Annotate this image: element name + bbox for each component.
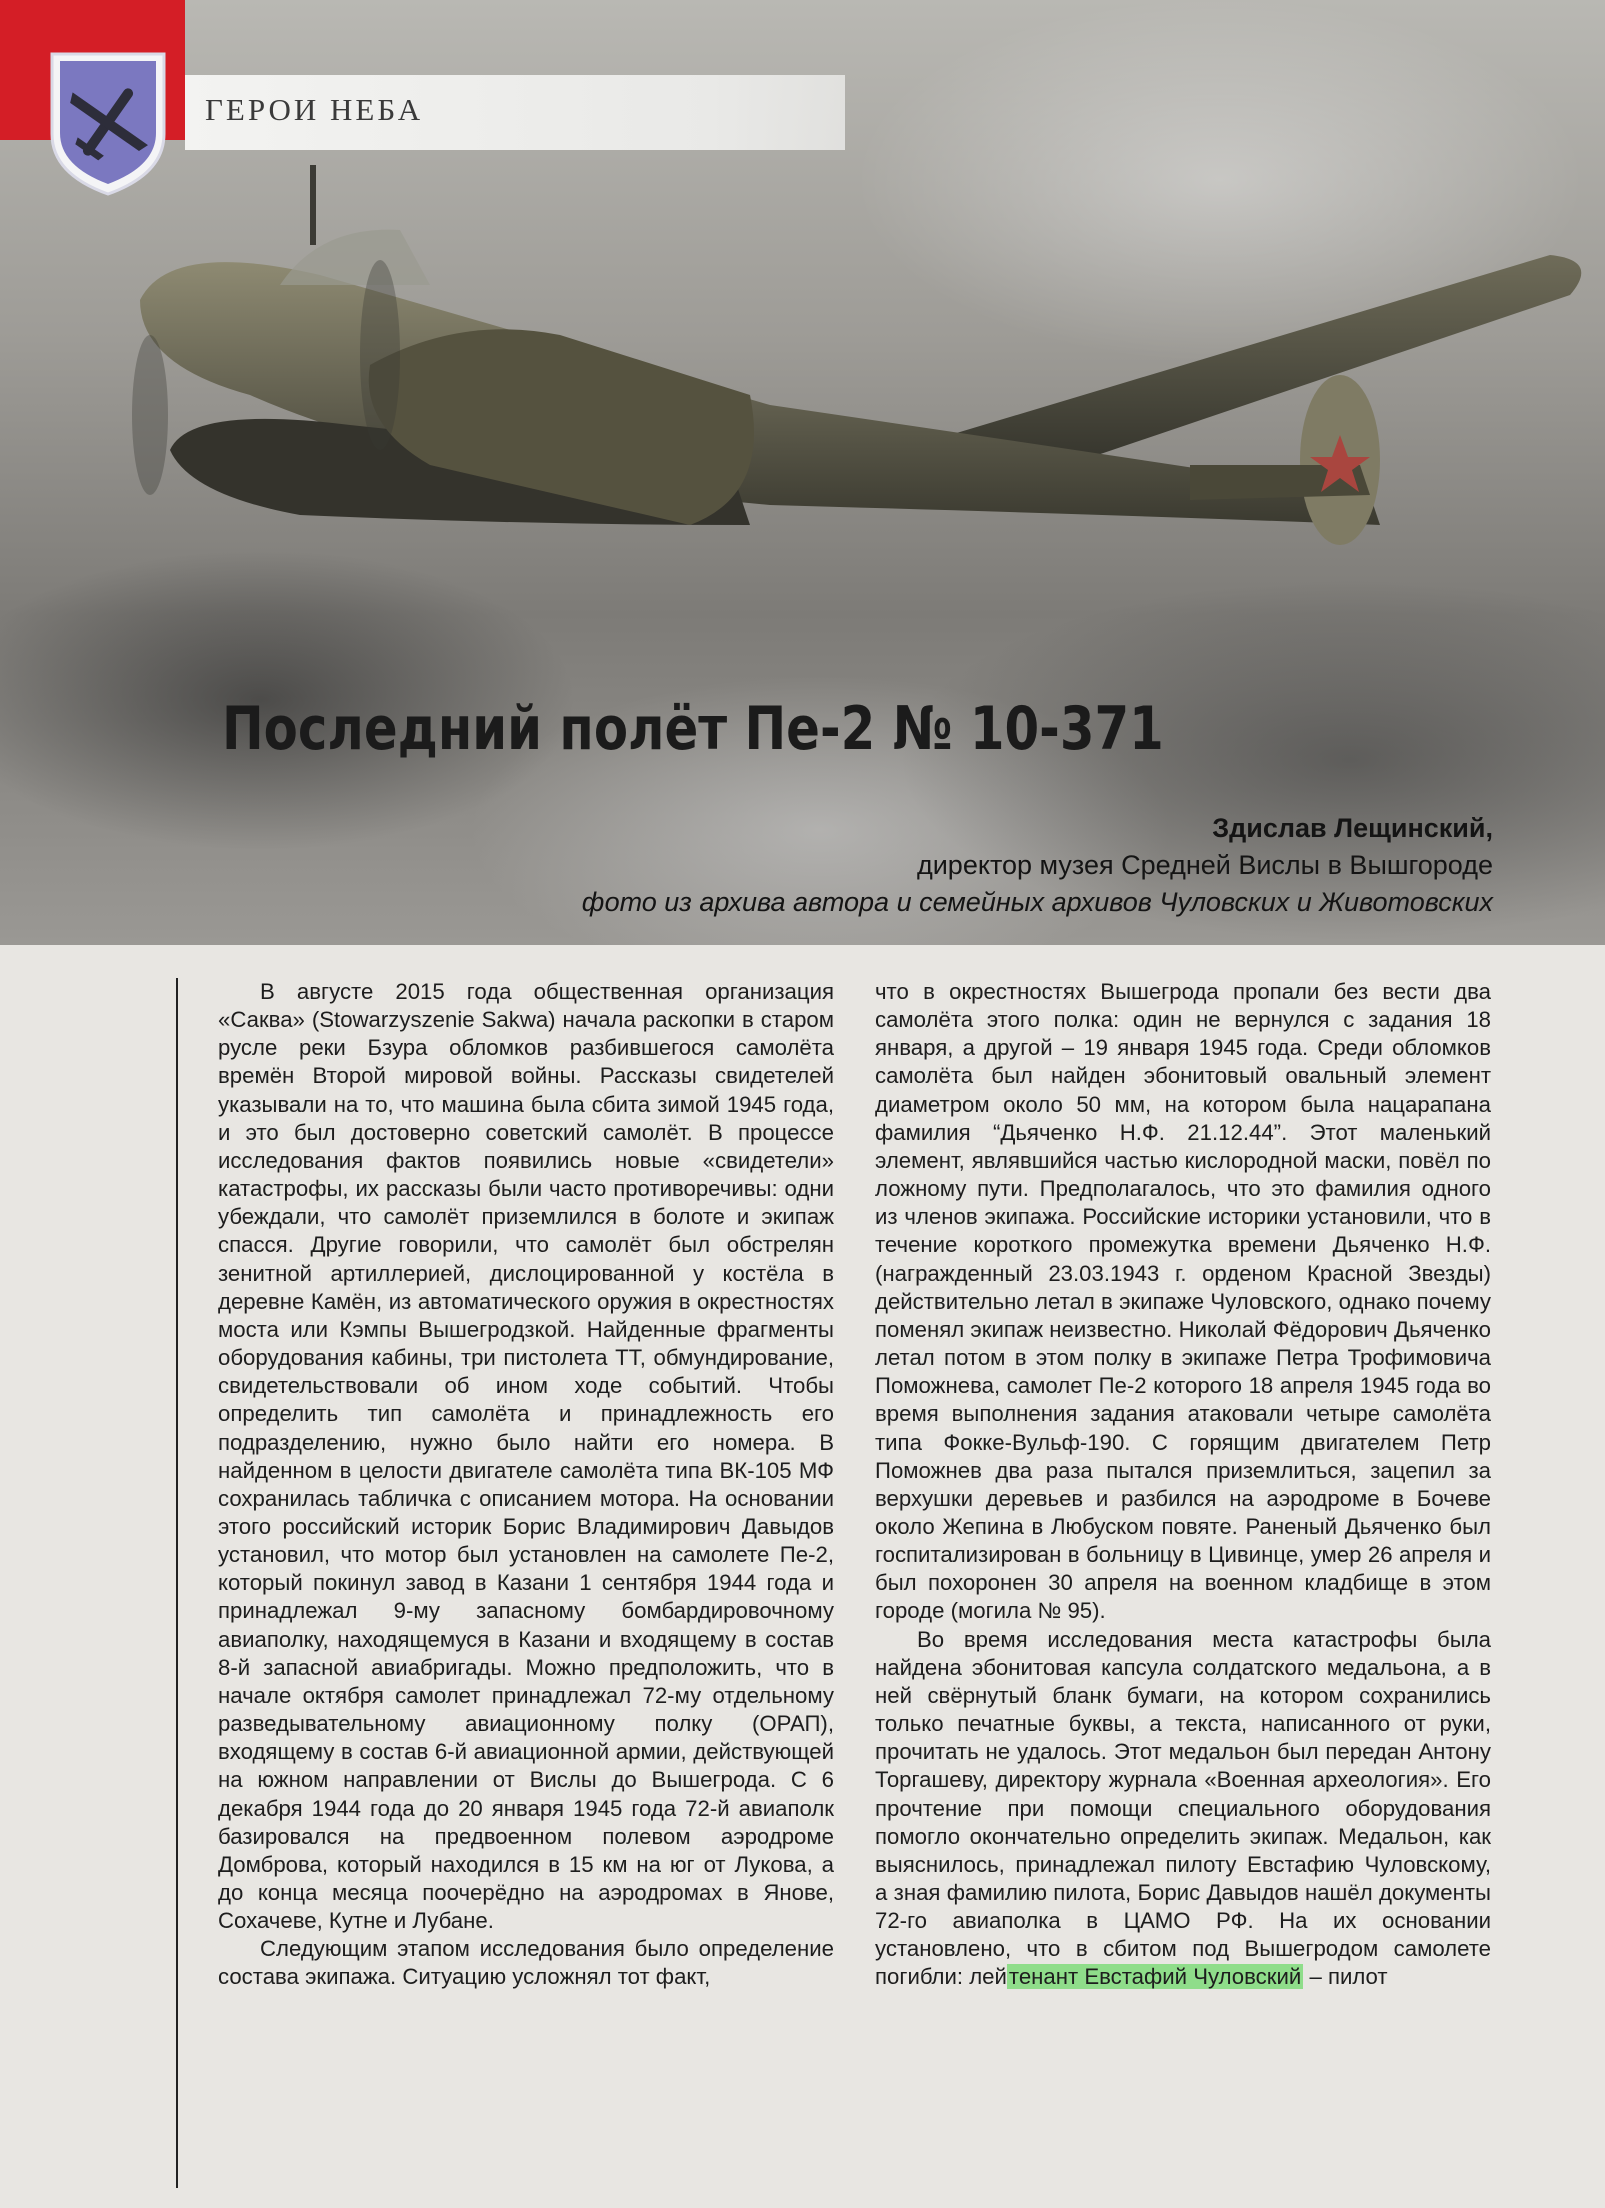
article-title: Последний полёт Пе-2 № 10-371 [222,694,1164,764]
paragraph: В августе 2015 года общественная организация «Саква» (Stowarzyszenie Sakwa) начала раскопки в старом русле реки Бзура обломков разбившегося самолёта времён Второй мировой войны. Рассказы свидетелей указывали на то, что машина была сбита зимой 1945 года, и это был достоверно советский самолёт. В процессе исследования фактов появились новые «свидетели» катастрофы, их рассказы были часто противоречивы: одни убеждали, что самолёт приземлился в болоте и экипаж спасся. Другие говорили, что самолёт был обстрелян зенитной артиллерией, дислоцированной у костёла в деревне Камён, из автоматического оружия в окрестностях моста или Кэмпы Вышегродзкой. Найденные фрагменты оборудования кабины, три пистолета ТТ, обмундирование, свидетельствовали об ином ходе событий. Чтобы определить тип самолёта и принадлежность его подразделению, нужно было найти его номера. В найденном в целости двигателе самолёта типа ВК-105 МФ сохранилась табличка с описанием мотора. На основании этого российский историк Борис Владимирович Давыдов установил, что мотор был установлен на самолете Пе-2, который покинул завод в Казани 1 сентября 1944 года и принадлежал 9-му запасному бомбардировочному авиаполку, находящемуся в Казани и входящему в состав 8-й запасной авиабригады. Можно предположить, что в начале октября самолет принадлежал 72-му отдельному разведывательному авиационному полку (ОРАП), входящему в состав 6-й авиационной армии, действующей на южном направлении от Вислы до Вышегрода. С 6 декабря 1944 года до 20 января 1945 года 72-й авиаполк базировался на предвоенном полевом аэродроме Домброва, который находился в 15 км на юг от Лукова, а до конца месяца поочерёдно на аэродромах в Янове, Сохачеве, Кутне и Лубане. [218,979,834,1934]
author-name: Здислав Лещинский, [1212,813,1493,843]
pe2-bomber-image [130,165,1605,685]
photo-credit: фото из архива автора и семейных архивов Чуловских и Животовских [581,887,1493,917]
body-column-left [218,978,834,1992]
highlighted-text: тенант Евстафий Чуловский [1008,1964,1302,1990]
author-role: директор музея Средней Вислы в Вышгороде [916,850,1493,880]
section-title: ГЕРОИ НЕБА [205,92,424,127]
column-rule [176,978,178,2188]
paragraph-tail: – пилот [1303,1964,1388,1990]
body-column-right [875,978,1491,1992]
paragraph: что в окрестностях Вышегрода пропали без вести два самолёта этого полка: один не вернулся с задания 18 января, а другой – 19 января 1945 года. Среди обломков самолёта был найден эбонитовый овальный элемент диаметром около 50 мм, на котором была нацарапана фамилия “Дьяченко Н.Ф. 21.12.44”. Этот маленький элемент, являвшийся частью кислородной маски, повёл по ложному пути. Предполагалось, что это фамилия одного из членов экипажа. Российские историки установили, что в течение короткого промежутка времени Дьяченко Н.Ф. (награжденный 23.03.1943 г. орденом Красной Звезды) действительно летал в экипаже Чуловского, однако почему поменял экипаж неизвестно. Николай Фёдорович Дьяченко летал потом в этом полку в экипаже Петра Трофимовича Поможнева, самолет Пе-2 которого 18 апреля 1945 года во время выполнения задания атаковали четыре самолёта типа Фокке-Вульф-190. С горящим двигателем Петр Поможнев два раза пытался приземлиться, зацепил за верхушки деревьев и разбился на аэродроме в Бочеве около Жепина в Любуском повяте. Раненый Дьяченко был госпитализирован в больницу в Цивинце, умер 26 апреля и был похоронен 30 апреля на военном кладбище в этом городе (могила № 95). [875,979,1491,1624]
paragraph-text: Во время исследования места катастрофы была найдена эбонитовая капсула солдатского медальона, а в ней свёрнутый бланк бумаги, на котором сохранились только печатные буквы, а текста, написанного от руки, прочитать не удалось. Этот медальон был передан Антону Торгашеву, директору журнала «Военная археология». Его прочтение при помощи специального оборудования помогло окончательно определить экипаж. Медальон, как выяснилось, принадлежал пилоту Евстафию Чуловскому, а зная фамилию пилота, Борис Давыдов нашёл документы 72-го авиаполка в ЦАМО РФ. На их основании установлено, что в сбитом под Вышегродом самолете погибли: лей [875,1626,1491,1990]
paragraph-last [875,1626,1491,1992]
hero-photo [0,0,1605,945]
byline [582,810,1493,921]
paragraph: Следующим этапом исследования было определение состава экипажа. Ситуацию усложнял тот факт, [218,1936,834,1990]
